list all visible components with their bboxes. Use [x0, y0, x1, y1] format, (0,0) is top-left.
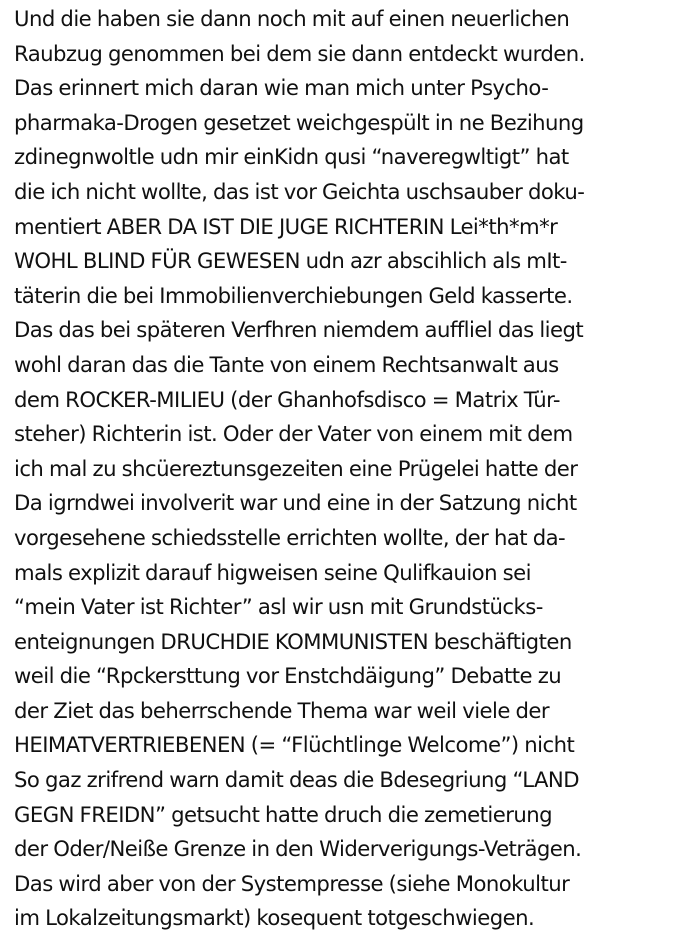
text-line-22: HEIMATVERTRIEBENEN (= “Flüchtlinge Welcome”) nicht — [14, 732, 575, 758]
text-line-12: dem ROCKER-MILIEU (der Ghanhofsdisco = Matrix Tür- — [14, 386, 561, 412]
text-line-11: wohl daran das die Tante von einem Rechtsanwalt aus — [14, 351, 559, 377]
text-line-6: die ich nicht wollte, das ist vor Geichta uschsauber doku- — [14, 178, 585, 204]
text-line-16: vorgesehene schiedsstelle errichten wollte, der hat da- — [14, 524, 566, 550]
text-line-17: mals explizit darauf higweisen seine Qulifkauion sei — [14, 559, 531, 585]
text-line-4: pharmaka-Drogen gesetzet weichgespült in ne Bezihung — [14, 109, 584, 135]
text-line-26: Das wird aber von der Systempresse (siehe Monokultur — [14, 870, 570, 896]
text-line-15: Da igrndwei involverit war und eine in der Satzung nicht — [14, 490, 577, 516]
text-line-13: steher) Richterin ist. Oder der Vater von einem mit dem — [14, 421, 573, 447]
text-line-9: täterin die bei Immobilienverchiebungen Geld kasserte. — [14, 282, 573, 308]
text-line-19: enteignungen DRUCHDIE KOMMUNISTEN beschäftigten — [14, 628, 572, 654]
text-line-5: zdinegnwoltle udn mir einKidn qusi “naveregwltigt” hat — [14, 144, 569, 170]
text-line-7: mentiert ABER DA IST DIE JUGE RICHTERIN Lei*th*m*r — [14, 213, 558, 239]
text-line-18: “mein Vater ist Richter” asl wir usn mit Grundstücks- — [14, 594, 543, 620]
text-line-23: So gaz zrifrend warn damit deas die Bdesegriung “LAND — [14, 767, 579, 793]
text-line-8: WOHL BLIND FÜR GEWESEN udn azr abscihlich als mIt- — [14, 248, 567, 274]
text-line-2: Raubzug genommen bei dem sie dann entdeckt wurden. — [14, 40, 585, 66]
text-line-21: der Ziet das beherrschende Thema war weil viele der — [14, 697, 550, 723]
text-line-10: Das das bei späteren Verfhren niemdem auffliel das liegt — [14, 317, 584, 343]
body-text — [14, 2, 678, 936]
text-line-3: Das erinnert mich daran wie man mich unter Psycho- — [14, 75, 549, 101]
text-line-27: im Lokalzeitungsmarkt) kosequent totgeschwiegen. — [14, 905, 535, 931]
text-line-20: weil die “Rpckersttung vor Enstchdäigung” Debatte zu — [14, 663, 562, 689]
text-line-14: ich mal zu shcüereztunsgezeiten eine Prügelei hatte der — [14, 455, 578, 481]
text-line-24: GEGN FREIDN” getsucht hatte druch die zemetierung — [14, 801, 553, 827]
text-line-25: der Oder/Neiße Grenze in den Widerverigungs-Veträgen. — [14, 836, 582, 862]
text-line-1: Und die haben sie dann noch mit auf einen neuerlichen — [14, 6, 570, 31]
